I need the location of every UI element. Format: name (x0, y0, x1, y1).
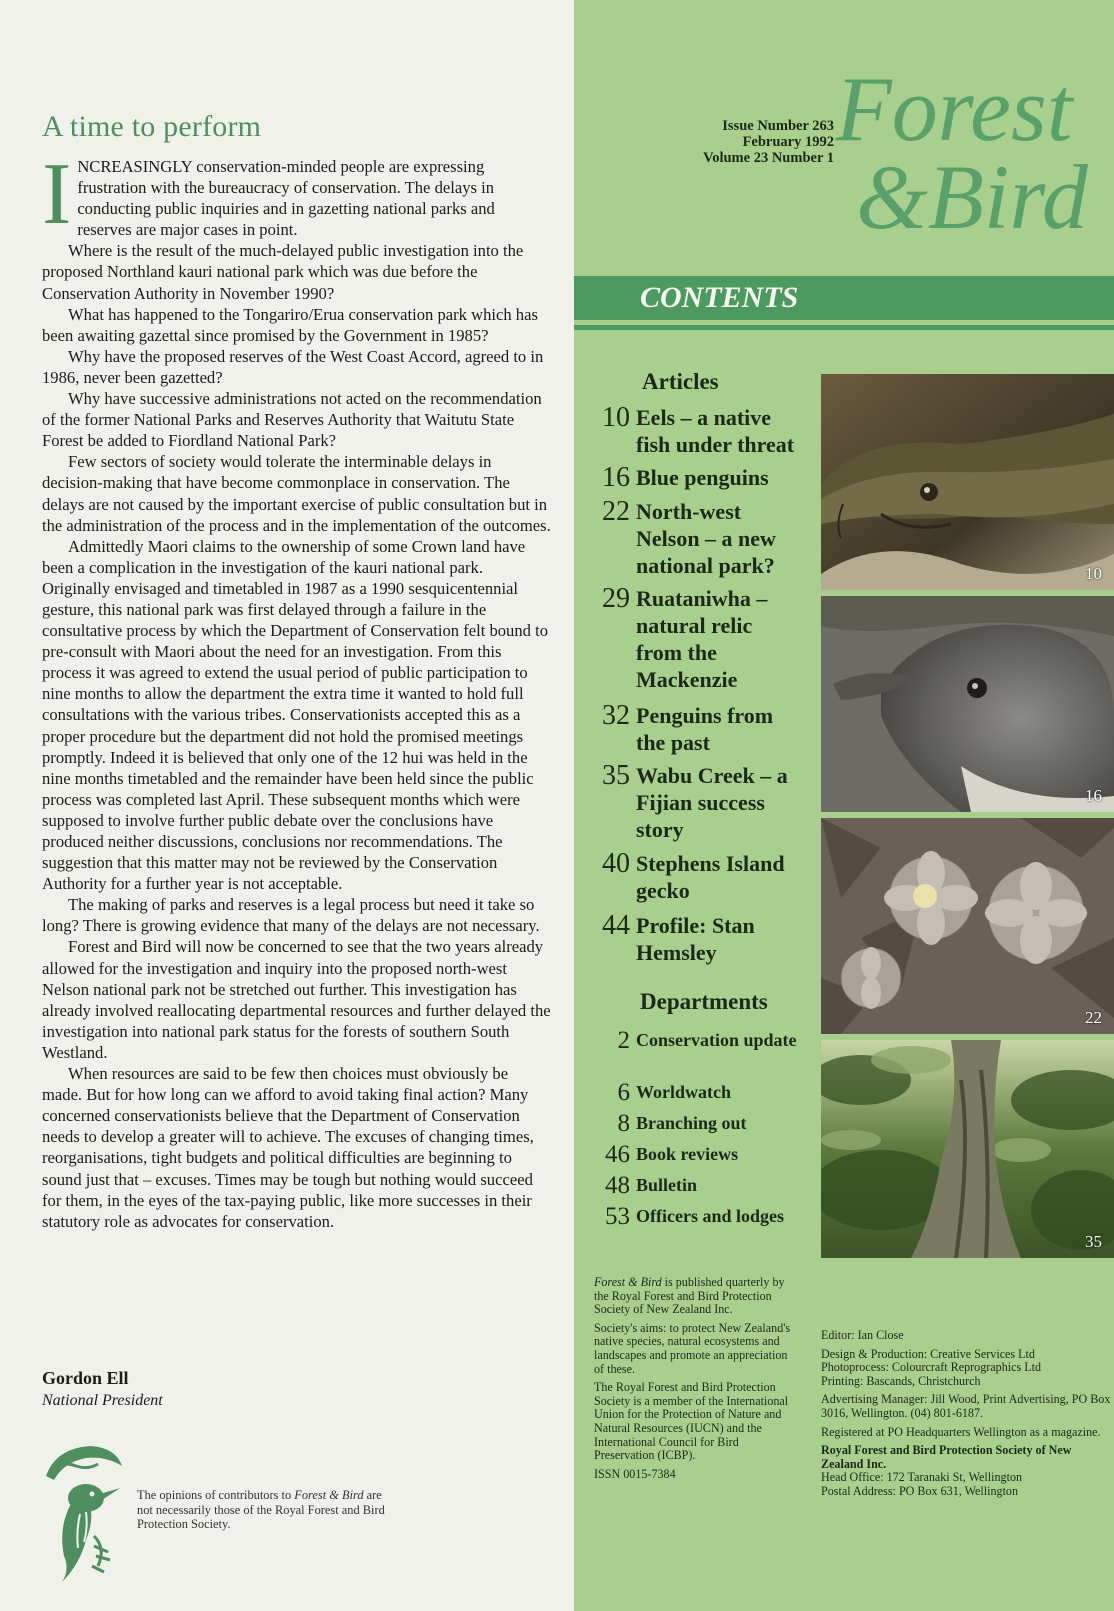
toc-page-number: 6 (617, 1079, 630, 1106)
toc-article-item[interactable] (574, 498, 799, 579)
society-name: Royal Forest and Bird Protection Society of New Zealand Inc. (821, 1443, 1072, 1471)
contents-panel (574, 0, 1114, 1611)
toc-page-number: 22 (602, 496, 630, 527)
registration-note: Registered at PO Headquarters Wellington as a magazine. (821, 1424, 1101, 1439)
editorial-paragraph: The making of parks and reserves is a legal process but need it take so long? There is growing evidence that many of the delays are not necessary. (42, 895, 540, 936)
toc-department-item[interactable] (574, 1173, 799, 1198)
toc-department-title: Worldwatch (636, 1082, 732, 1102)
toc-department-item[interactable] (574, 1028, 799, 1053)
toc-article-title: Ruataniwha – natural relic from the Mackenzie (636, 586, 768, 692)
alpine-plant-photo[interactable] (821, 818, 1114, 1034)
advertising-credit: Advertising Manager: Jill Wood, Print Advertising, PO Box 3016, Wellington. (04) 801-6187. (821, 1392, 1111, 1420)
toc-page-number: 48 (605, 1172, 630, 1199)
toc-department-title: Branching out (636, 1113, 747, 1133)
publisher-statement: Forest & Bird is published quarterly by the Royal Forest and Bird Protection Society of New Zealand Inc. (594, 1275, 785, 1317)
contents-divider (574, 325, 1114, 330)
toc-page-number: 44 (602, 910, 630, 941)
printing-credit: Printing: Bascands, Christchurch (821, 1373, 981, 1388)
signature-role: National President (42, 1392, 163, 1409)
editorial-paragraph: Why have the proposed reserves of the West Coast Accord, agreed to in 1986, never been gazetted? (42, 346, 544, 387)
signature-name: Gordon Ell (42, 1368, 129, 1388)
toc-article-item[interactable] (574, 762, 799, 843)
contents-title: CONTENTS (640, 281, 799, 314)
editorial-paragraph: INCREASINGLY conservation-minded people are expressing frustration with the bureaucracy of conservation. The delays in conducting public inquiries and in gazetting national parks and reserves are major cases in point. (42, 146, 495, 243)
society-membership: The Royal Forest and Bird Protection Society is a member of the International Union for the Protection of Nature and Natural Resources (IUCN) and the International Council for Bird Preservation (ICBP). (594, 1380, 789, 1463)
eel-photo[interactable] (821, 374, 1114, 590)
forest-and-bird-masthead-logo (814, 40, 1114, 255)
departments-heading: Departments (640, 989, 768, 1014)
toc-page-number: 16 (602, 462, 630, 493)
alpine-plant-photo-image (821, 818, 1114, 1034)
toc-article-item[interactable] (574, 404, 799, 458)
toc-page-number: 46 (605, 1141, 630, 1168)
toc-article-item[interactable] (574, 585, 799, 693)
toc-article-item[interactable] (574, 464, 799, 491)
toc-article-item[interactable] (574, 850, 799, 904)
editorial-paragraph: Admittedly Maori claims to the ownership of some Crown land have been a complication in the investigation of the kauri national park. Originally envisaged and timetabled in 1987 as a 1990 sesquicentennial gesture, this national park was first delayed through a failure in the consultative process by which the Department of Conservation felt bound to pre-consult with Maori about the need for an investigation. From this process it was agreed to extend the usual period of public participation to nine months to allow the department the extra time it wanted to hold full consultations with the various tribes. Conservationists accepted this as a proper procedure but the department did not hold the promised meetings promptly. Indeed it is believed that only one of the 12 hui was held in the nine months timetabled and the remainder have been held since the public process was completed last April. These subsequent months which were supposed to involve further public debate over the conclusions have produced neither discussions, conclusions nor recommendations. The suggestion that this matter may not be reviewed by the Conservation Authority for a further year is not acceptable. (42, 536, 548, 894)
editor-credit: Editor: Ian Close (821, 1328, 904, 1342)
photoprocess-credit: Photoprocess: Colourcraft Reprographics Ltd (821, 1360, 1041, 1375)
head-office-address: Head Office: 172 Taranaki St, Wellington (821, 1470, 1023, 1485)
editorial-paragraph: When resources are said to be few then choices must obviously be made. But for how long can we afford to avoid taking final action? Many concerned conservationists believe that the Department of Conservation needs to develop a greater will to achieve. The excuses of changing times, reorganisations, tight budgets and political difficulties are beginning to sound just that – excuses. Times may be tough but nothing would succeed for them, in the eyes of the tax-paying public, like more successes in their statutory role as advocates for conservation. (42, 1064, 534, 1231)
drop-cap: I (42, 146, 72, 243)
masthead-logo-line2: &Bird (856, 146, 1088, 248)
issue-number: Issue Number 263 (722, 118, 834, 134)
toc-department-item[interactable] (574, 1080, 799, 1105)
toc-page-number: 35 (602, 760, 630, 791)
issue-date: February 1992 (742, 134, 834, 150)
photo-page-label: 10 (1085, 564, 1102, 583)
fijian-forest-photo[interactable] (821, 1040, 1114, 1258)
toc-article-title: Profile: Stan Hemsley (636, 913, 755, 965)
toc-article-item[interactable] (574, 702, 799, 756)
postal-address: Postal Address: PO Box 631, Wellington (821, 1483, 1019, 1498)
issue-volume: Volume 23 Number 1 (703, 150, 834, 166)
editorial-paragraph: Few sectors of society would tolerate the interminable delays in decision-making that have become commonplace in conservation. The delays are not caused by the important exercise of public consultation but in the administration of the process and in the implementation of the outcomes. (42, 452, 551, 535)
toc-department-item[interactable] (574, 1142, 799, 1167)
editorial-paragraph: What has happened to the Tongariro/Erua conservation park which has been awaiting gazettal since promised by the Government in 1985? (42, 304, 538, 345)
editorial-title: A time to perform (42, 110, 262, 143)
society-aims: Society's aims: to protect New Zealand's native species, natural ecosystems and landscapes and promote an appreciation of these. (594, 1320, 791, 1376)
toc-department-title: Book reviews (636, 1144, 739, 1164)
disclaimer: The opinions of contributors to Forest & Bird are not necessarily those of the Royal Forest and Bird Protection Society. (137, 1488, 385, 1531)
colophon-credits (821, 1329, 1111, 1499)
fijian-forest-photo-image (821, 1040, 1114, 1258)
photo-page-label: 16 (1085, 786, 1102, 805)
editorial-paragraph: Where is the result of the much-delayed public investigation into the proposed Northland kauri national park which was due before the Conservation Authority in November 1990? (42, 241, 524, 303)
blue-penguin-photo-image (821, 596, 1114, 812)
eel-photo-image (821, 374, 1114, 590)
photo-page-label: 22 (1085, 1008, 1102, 1027)
editorial-paragraph: Forest and Bird will now be concerned to see that the two years already allowed for the investigation and inquiry into the proposed north-west Nelson national park not be stretched out further. This investigation has already involved reallocating departmental resources and further delayed the investigation into national park status for the forests of southern South Westland. (42, 937, 551, 1062)
editorial-body (42, 146, 552, 1232)
photo-page-label: 35 (1085, 1232, 1102, 1251)
issue-info (634, 118, 834, 166)
toc-department-title: Conservation update (636, 1030, 797, 1050)
toc-page-number: 10 (602, 402, 630, 433)
toc-article-title: Blue penguins (636, 465, 769, 490)
toc-page-number: 40 (602, 848, 630, 879)
issn: ISSN 0015-7384 (594, 1466, 676, 1481)
design-credit: Design & Production: Creative Services Ltd (821, 1346, 1035, 1361)
toc-department-item[interactable] (574, 1111, 799, 1136)
toc-page-number: 32 (602, 700, 630, 731)
toc-department-item[interactable] (574, 1204, 799, 1229)
editorial-paragraph: Why have successive administrations not acted on the recommendation of the former National Parks and Reserves Authority that Waitutu State Forest be added to Fiordland National Park? (42, 389, 542, 451)
toc-page-number: 2 (617, 1027, 630, 1054)
masthead-logo-line1: Forest (835, 58, 1073, 160)
tui-bird-logo-icon (36, 1436, 126, 1584)
toc-page-number: 29 (602, 583, 630, 614)
toc-article-title: Stephens Island gecko (636, 851, 785, 903)
toc-article-item[interactable] (574, 912, 799, 966)
toc-article-title: Eels – a native fish under threat (636, 405, 795, 457)
articles-heading: Articles (642, 369, 719, 394)
toc-article-title: Wabu Creek – a Fijian success story (636, 763, 788, 842)
toc-page-number: 8 (617, 1110, 630, 1137)
blue-penguin-photo[interactable] (821, 596, 1114, 812)
toc-department-title: Officers and lodges (636, 1206, 784, 1226)
toc-article-title: Penguins from the past (636, 703, 774, 755)
toc-page-number: 53 (605, 1203, 630, 1230)
colophon-publisher (594, 1276, 792, 1486)
toc-department-title: Bulletin (636, 1175, 698, 1195)
toc-article-title: North-west Nelson – a new national park? (636, 499, 776, 578)
